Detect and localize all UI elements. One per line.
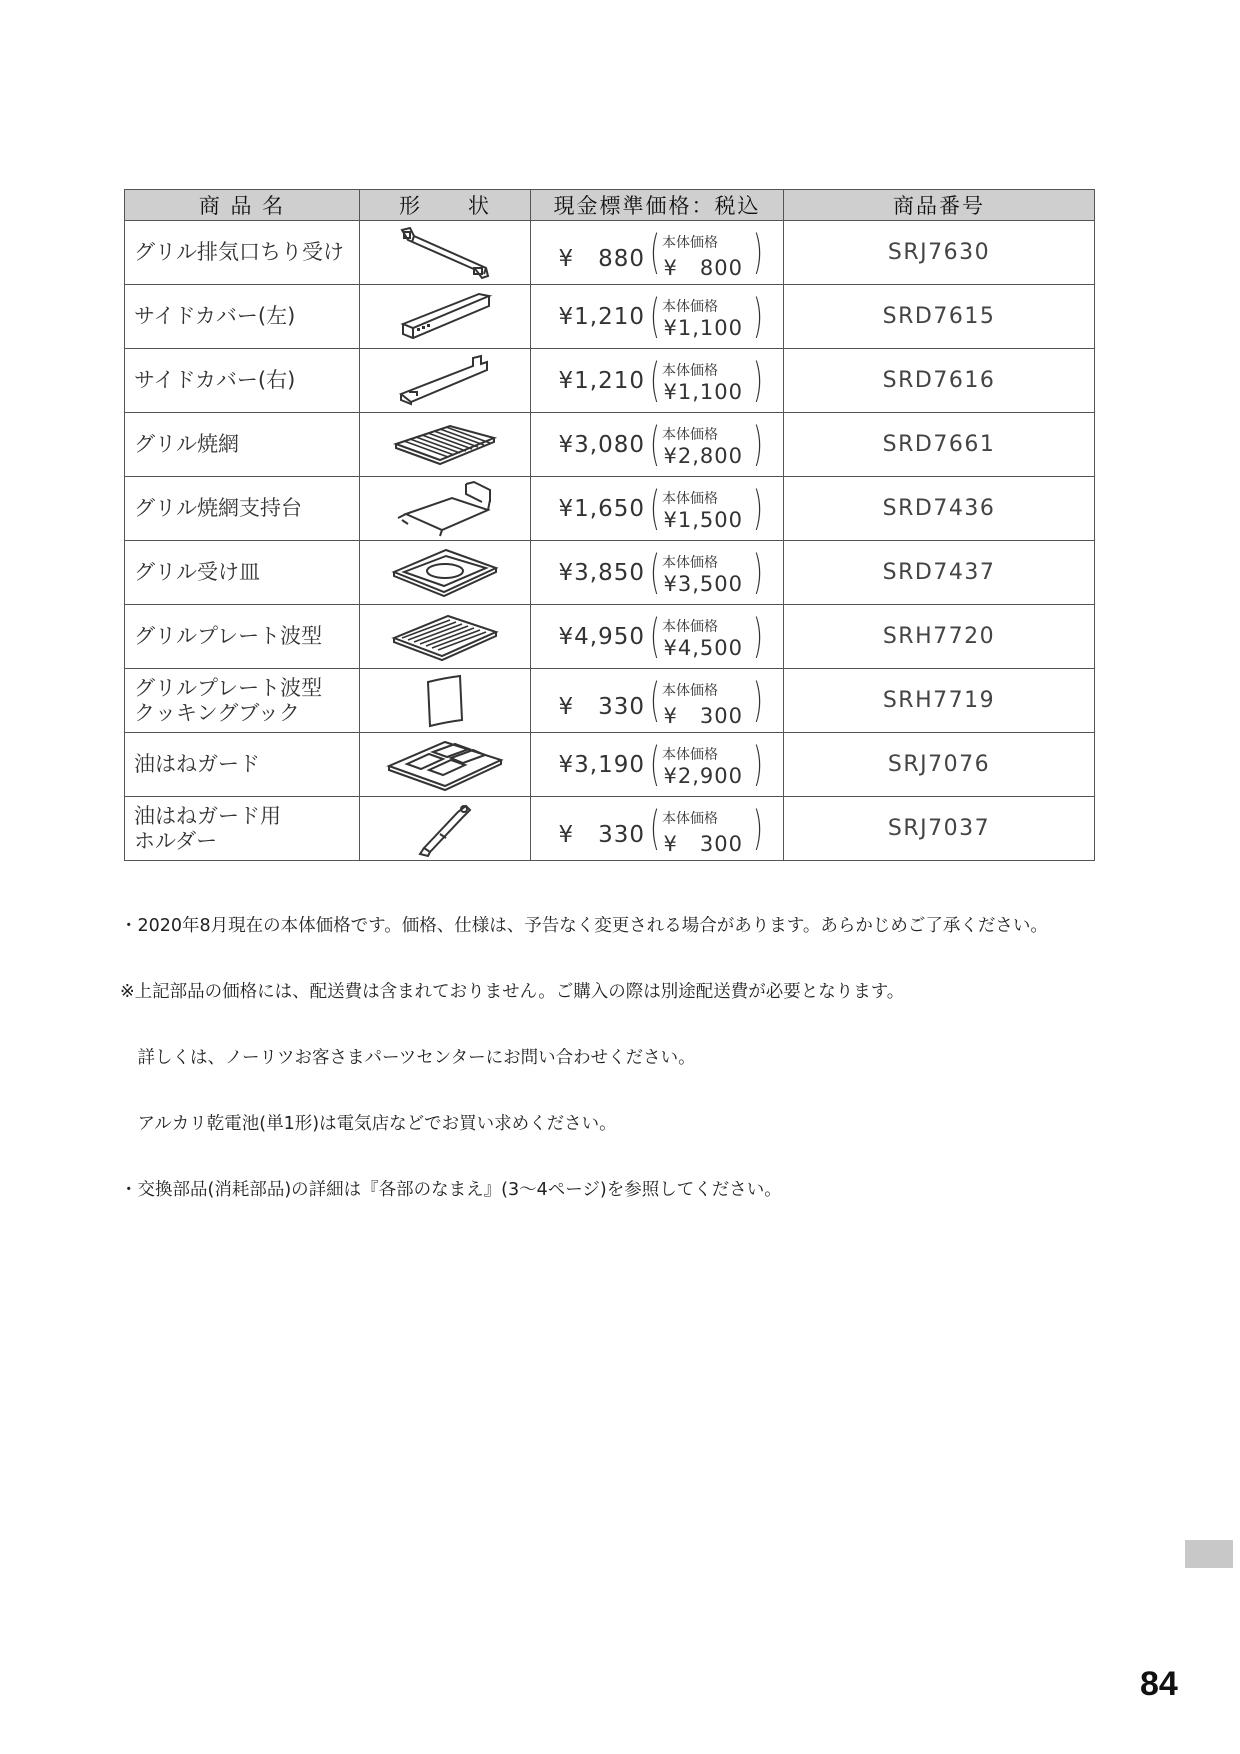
product-code: SRD7615 [784,285,1095,349]
note-line: ※上記部品の価格には、配送費は含まれておりません。ご購入の際は別途配送費が必要となります。 [120,982,905,1002]
base-price: ¥ 300 [663,831,743,856]
tax-included-price: ¥1,210 [558,303,645,330]
base-price-label: 本体価格 [662,746,718,763]
grill-net-icon [360,416,530,474]
paren-right: ) [753,544,763,599]
base-price-label: 本体価格 [662,362,718,379]
product-name-cell [125,733,360,797]
wave-grill-plate-icon [360,608,530,666]
paren-left: ( [650,416,660,471]
paren-right: ) [753,800,763,855]
shape-cell [360,605,531,669]
side-cover-left-icon [360,288,530,346]
notes [120,871,1048,1223]
tax-included-price: ¥3,850 [558,559,645,586]
tax-included-price: ¥3,190 [558,751,645,778]
table-row [125,285,1095,349]
price-cell [531,413,784,477]
paren-right: ) [753,416,763,471]
product-code: SRJ7037 [784,797,1095,861]
paren-left: ( [650,608,660,663]
product-code: SRD7436 [784,477,1095,541]
header-product-code: 商品番号 [784,190,1095,221]
tax-included-price: ¥4,950 [558,623,645,650]
shape-cell [360,285,531,349]
base-price-label: 本体価格 [662,554,718,571]
page-tab [1185,1540,1233,1568]
product-code: SRD7661 [784,413,1095,477]
product-name: サイドカバー(左) [134,304,296,328]
tax-included-price: ¥1,650 [558,495,645,522]
table-row [125,797,1095,861]
header-product-name: 商 品 名 [125,190,360,221]
note-line: アルカリ乾電池(単1形)は電気店などでお買い求めください。 [120,1114,617,1134]
product-name-cell [125,797,360,861]
note-line: ・交換部品(消耗部品)の詳細は『各部のなまえ』(3〜4ページ)を参照してください。 [120,1180,782,1200]
tax-included-price: ¥ 330 [558,821,645,848]
note-line: ・2020年8月現在の本体価格です。価格、仕様は、予告なく変更される場合があります。あらかじめご了承ください。 [120,916,1048,936]
product-code: SRJ7630 [784,221,1095,285]
grill-drip-tray-icon [360,544,530,602]
product-name: グリル排気口ちり受け [134,240,344,264]
exhaust-dust-tray-icon [360,224,530,282]
product-name-cell [125,349,360,413]
product-code: SRJ7076 [784,733,1095,797]
product-name: グリルプレート波型 [134,675,323,700]
shape-cell [360,477,531,541]
product-code: SRD7437 [784,541,1095,605]
product-name: グリル受け皿 [134,560,260,584]
base-price: ¥1,100 [663,315,743,340]
tax-included-price: ¥3,080 [558,431,645,458]
base-price: ¥ 800 [663,255,743,280]
paren-right: ) [753,608,763,663]
paren-left: ( [650,352,660,407]
price-cell [531,349,784,413]
product-name-cell [125,669,360,733]
guard-holder-icon [360,800,530,858]
product-name: 油はねガード用 [134,803,281,828]
product-name-line2: クッキングブック [134,700,300,725]
price-cell [531,733,784,797]
paren-right: ) [753,736,763,791]
paren-right: ) [753,224,763,279]
paren-right: ) [753,480,763,535]
paren-right: ) [753,352,763,407]
product-code: SRH7719 [784,669,1095,733]
paren-left: ( [650,288,660,343]
note-line: 詳しくは、ノーリツお客さまパーツセンターにお問い合わせください。 [120,1048,696,1068]
product-code: SRD7616 [784,349,1095,413]
oil-splash-guard-icon [360,736,530,794]
base-price-label: 本体価格 [662,490,718,507]
paren-left: ( [650,480,660,535]
product-name: グリル焼網 [134,432,239,456]
base-price: ¥3,500 [663,571,743,596]
shape-cell [360,733,531,797]
base-price: ¥ 300 [663,703,743,728]
product-name-cell [125,477,360,541]
base-price: ¥4,500 [663,635,743,660]
table-header-row [125,190,1095,221]
price-cell [531,669,784,733]
table-row [125,221,1095,285]
table-row [125,477,1095,541]
shape-cell [360,349,531,413]
table-row [125,669,1095,733]
shape-cell [360,541,531,605]
base-price: ¥1,100 [663,379,743,404]
tax-included-price: ¥1,210 [558,367,645,394]
table-row [125,413,1095,477]
header-shape: 形 状 [360,190,531,221]
paren-left: ( [650,224,660,279]
product-name-line2: ホルダー [134,828,218,853]
tax-included-price: ¥ 330 [558,693,645,720]
price-cell [531,541,784,605]
parts-table [124,189,1095,861]
price-cell [531,477,784,541]
paren-right: ) [753,672,763,727]
cookbook-icon [360,672,530,730]
base-price: ¥2,900 [663,763,743,788]
price-cell [531,285,784,349]
product-name-cell [125,605,360,669]
product-name-cell [125,413,360,477]
base-price-label: 本体価格 [662,234,718,251]
paren-left: ( [650,800,660,855]
product-name: グリルプレート波型 [134,624,323,648]
paren-right: ) [753,288,763,343]
table-row [125,541,1095,605]
base-price-label: 本体価格 [662,426,718,443]
table-row [125,605,1095,669]
price-cell [531,797,784,861]
price-cell [531,605,784,669]
product-name: グリル焼網支持台 [134,496,302,520]
shape-cell [360,221,531,285]
grill-net-stand-icon [360,480,530,538]
base-price-label: 本体価格 [662,618,718,635]
base-price-label: 本体価格 [662,298,718,315]
shape-cell [360,797,531,861]
product-name-cell [125,541,360,605]
shape-cell [360,413,531,477]
table-row [125,349,1095,413]
product-name-cell [125,221,360,285]
base-price-label: 本体価格 [662,810,718,827]
paren-left: ( [650,736,660,791]
product-name-cell [125,285,360,349]
table-row [125,733,1095,797]
base-price-label: 本体価格 [662,682,718,699]
paren-left: ( [650,544,660,599]
base-price: ¥2,800 [663,443,743,468]
product-name: 油はねガード [134,752,260,776]
paren-left: ( [650,672,660,727]
page-number: 84 [1140,1665,1178,1703]
product-code: SRH7720 [784,605,1095,669]
header-price: 現金標準価格：税込 [531,190,784,221]
shape-cell [360,669,531,733]
product-name: サイドカバー(右) [134,368,296,392]
base-price: ¥1,500 [663,507,743,532]
price-cell [531,221,784,285]
side-cover-right-icon [360,352,530,410]
tax-included-price: ¥ 880 [558,245,645,272]
